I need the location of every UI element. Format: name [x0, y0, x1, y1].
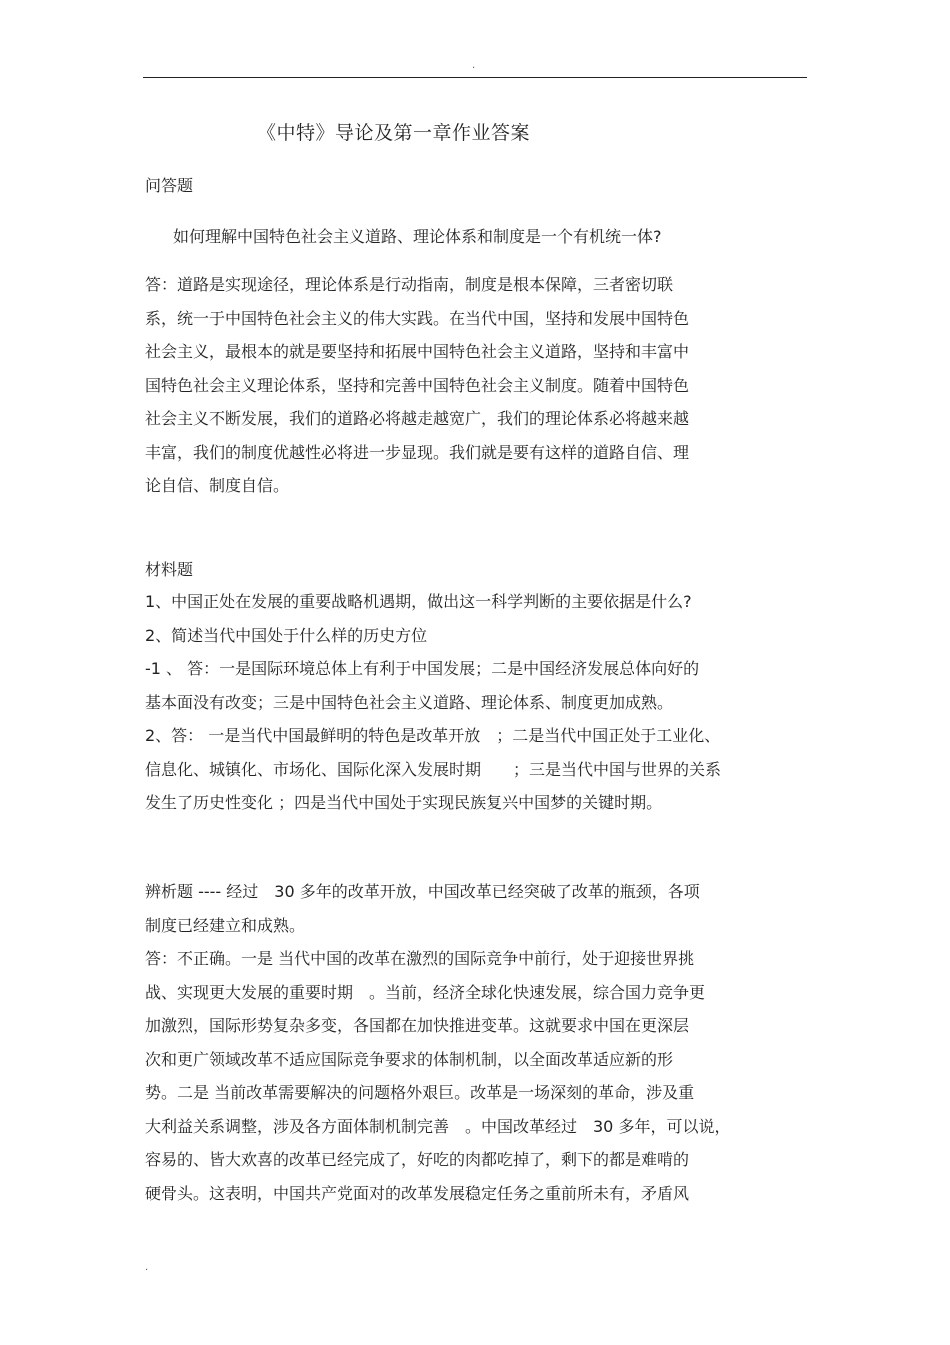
- analysis-block: [145, 875, 805, 1210]
- analysis-line: 势。二是 当前改革需要解决的问题格外艰巨。改革是一场深刻的革命，涉及重: [145, 1083, 695, 1102]
- header-mark: .: [472, 60, 476, 71]
- header-rule: [143, 77, 807, 78]
- qa-answer: [145, 268, 805, 503]
- answer-line: 丰富，我们的制度优越性必将进一步显现。我们就是要有这样的道路自信、理: [145, 442, 690, 462]
- document-title: 《中特》导论及第一章作业答案: [257, 122, 531, 144]
- material-line: 发生了历史性变化 ；四是当代中国处于实现民族复兴中国梦的关键时期。: [145, 793, 663, 812]
- answer-line: 答：道路是实现途径，理论体系是行动指南，制度是根本保障，三者密切联: [145, 275, 674, 294]
- analysis-line: 战、实现更大发展的重要时期 。当前，经济全球化快速发展，综合国力竞争更: [145, 982, 706, 1002]
- answer-line: 社会主义，最根本的就是要坚持和拓展中国特色社会主义道路，坚持和丰富中: [145, 342, 690, 361]
- analysis-line: 大利益关系调整，涉及各方面体制机制完善 。中国改革经过 30 多年，可以说，: [145, 1116, 731, 1136]
- qa-question: 如何理解中国特色社会主义道路、理论体系和制度是一个有机统一体?: [173, 227, 662, 246]
- footer-mark: .: [145, 1262, 149, 1273]
- analysis-line: 硬骨头。这表明，中国共产党面对的改革发展稳定任务之重前所未有，矛盾风: [145, 1183, 690, 1203]
- material-block: [145, 585, 805, 820]
- section-heading-material: 材料题: [145, 560, 194, 579]
- answer-line: 社会主义不断发展，我们的道路必将越走越宽广，我们的理论体系必将越来越: [145, 409, 690, 428]
- analysis-line: 容易的、皆大欢喜的改革已经完成了，好吃的肉都吃掉了，剩下的都是难啃的: [145, 1150, 690, 1169]
- analysis-line: 制度已经建立和成熟。: [145, 915, 306, 935]
- material-line: 信息化、城镇化、市场化、国际化深入发展时期 ；三是当代中国与世界的关系: [145, 759, 722, 779]
- analysis-line: 答：不正确。一是 当代中国的改革在激烈的国际竞争中前行，处于迎接世界挑: [145, 949, 695, 968]
- material-line: 2、答： 一是当代中国最鲜明的特色是改革开放 ；二是当代中国正处于工业化、: [145, 726, 721, 745]
- section-heading-qa: 问答题: [145, 176, 194, 195]
- material-line: 1、中国正处在发展的重要战略机遇期，做出这一科学判断的主要依据是什么?: [145, 592, 692, 611]
- analysis-line: 辨析题 ---- 经过 30 多年的改革开放，中国改革已经突破了改革的瓶颈，各项: [145, 882, 700, 901]
- material-line: 2、简述当代中国处于什么样的历史方位: [145, 625, 428, 645]
- answer-line: 国特色社会主义理论体系，坚持和完善中国特色社会主义制度。随着中国特色: [145, 375, 690, 395]
- material-line: -1 、 答：一是国际环境总体上有利于中国发展；二是中国经济发展总体向好的: [145, 659, 700, 678]
- answer-line: 论自信、制度自信。: [145, 476, 290, 495]
- answer-line: 系，统一于中国特色社会主义的伟大实践。在当代中国，坚持和发展中国特色: [145, 308, 690, 328]
- analysis-line: 加激烈，国际形势复杂多变，各国都在加快推进变革。这就要求中国在更深层: [145, 1016, 690, 1035]
- analysis-line: 次和更广领域改革不适应国际竞争要求的体制机制，以全面改革适应新的形: [145, 1049, 674, 1069]
- material-line: 基本面没有改变；三是中国特色社会主义道路、理论体系、制度更加成熟。: [145, 692, 674, 712]
